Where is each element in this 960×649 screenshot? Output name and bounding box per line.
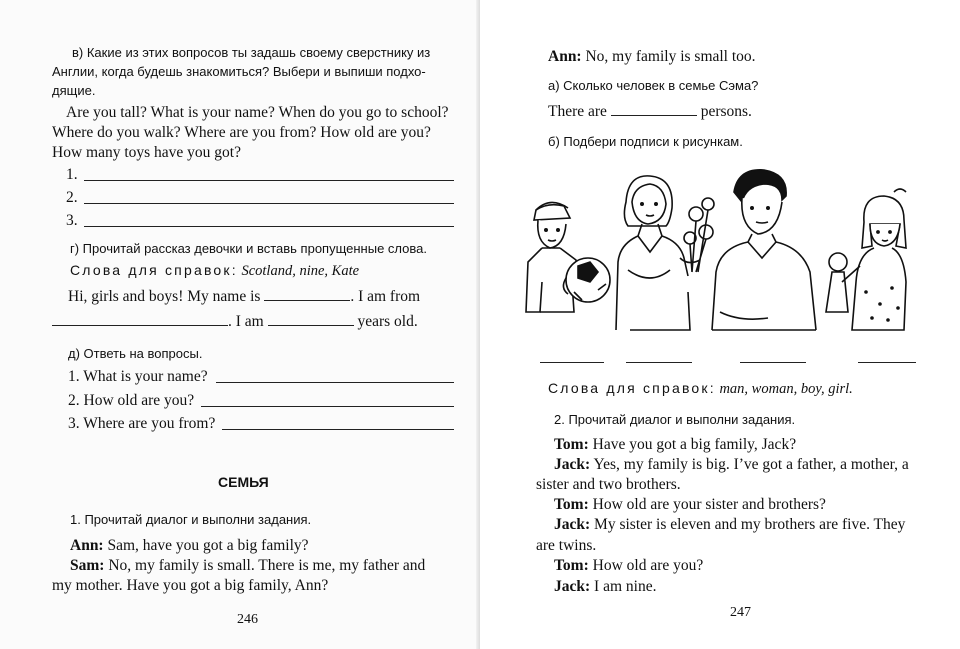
task-a-instruction: а) Сколько человек в семье Сэма? (548, 78, 759, 93)
caption-blank-2[interactable] (626, 362, 692, 363)
tom-text-1: Have you got a big family, Jack? (592, 436, 797, 453)
blank-persons[interactable] (611, 114, 697, 116)
dialog2-line1 (554, 436, 796, 454)
question-2: 2. How old are you? (68, 392, 195, 409)
dialog2-line6 (554, 578, 656, 596)
task-v-line2: Англии, когда будешь знакомиться? Выбери и выпиши подхо- (52, 64, 426, 79)
jack-text-1: Yes, my family is big. I’ve got a father, a mother, a (593, 456, 909, 473)
reference-label: Слова для справок: (70, 262, 238, 278)
task-v-line3: дящие. (52, 83, 96, 98)
task-a-answer (548, 103, 752, 121)
exercise2-instruction: 2. Прочитай диалог и выполни задания. (554, 412, 796, 427)
story-line2 (52, 313, 418, 331)
questions-line1: Are you tall? What is your name? When do you go to school? (66, 104, 449, 121)
story-part1: Hi, girls and boys! My name is (68, 288, 261, 305)
question-1: 1. What is your name? (68, 368, 208, 385)
caption-blank-1[interactable] (540, 362, 604, 363)
answer-q3-line[interactable] (222, 429, 454, 430)
speaker-ann: Ann: (70, 537, 104, 554)
speaker-tom-2: Tom: (554, 496, 589, 513)
blank-age[interactable] (268, 324, 354, 326)
jack-text-2: My sister is eleven and my brothers are five. They (594, 516, 906, 533)
answer-q2-line[interactable] (201, 406, 454, 407)
tom-text-2: How old are your sister and brothers? (592, 496, 826, 513)
dialog-line-ann (70, 537, 309, 555)
answer-q1-line[interactable] (216, 382, 454, 383)
boy-figure (526, 202, 610, 312)
task-g-instruction: г) Прочитай рассказ девочки и вставь пропущенные слова. (70, 241, 427, 256)
sam-text: No, my family is small. There is me, my father and (108, 557, 426, 574)
jack-text-3: I am nine. (594, 578, 657, 595)
question-3: 3. Where are you from? (68, 415, 216, 432)
questions-line2: Where do you walk? Where are you from? How old are you? (52, 124, 431, 141)
reference-label-right: Слова для справок: (548, 380, 716, 396)
story-line1 (68, 288, 420, 306)
reference-words: Scotland, nine, Kate (241, 263, 360, 279)
answer-line-1[interactable] (84, 180, 454, 181)
exercise1-instruction: 1. Прочитай диалог и выполни задания. (70, 512, 312, 527)
ann-text: Sam, have you got a big family? (107, 537, 309, 554)
speaker-ann-reply: Ann: (548, 48, 582, 65)
section-title: СЕМЬЯ (218, 474, 269, 490)
dialog-line-sam (70, 557, 425, 575)
blank-name[interactable] (264, 299, 350, 301)
girl-figure (826, 189, 906, 330)
task-b-instruction: б) Подбери подписи к рисункам. (548, 134, 743, 149)
speaker-jack-1: Jack: (554, 456, 591, 473)
answer-line-3-label: 3. (66, 212, 78, 229)
ann-reply (548, 48, 756, 66)
task-a-before: There are (548, 103, 607, 120)
dialog2-line2b: sister and two brothers. (536, 476, 681, 493)
page-247 (480, 0, 960, 649)
dialog2-line3 (554, 496, 826, 514)
questions-line3: How many toys have you got? (52, 144, 241, 161)
page-number-right: 247 (730, 605, 751, 620)
dialog-line-sam-cont: my mother. Have you got a big family, Ann? (52, 577, 329, 594)
dialog2-line2 (554, 456, 909, 474)
story-part4: years old. (357, 313, 418, 330)
answer-line-1-label: 1. (66, 166, 78, 183)
man-figure (712, 170, 816, 330)
caption-blank-4[interactable] (858, 362, 916, 363)
speaker-sam: Sam: (70, 557, 105, 574)
speaker-jack-2: Jack: (554, 516, 591, 533)
dialog2-line4 (554, 516, 905, 534)
flowers (680, 198, 714, 272)
caption-blank-3[interactable] (740, 362, 806, 363)
speaker-tom-3: Tom: (554, 557, 589, 574)
answer-line-2-label: 2. (66, 189, 78, 206)
blank-country[interactable] (52, 324, 228, 326)
reference-words-right: man, woman, boy, girl. (719, 381, 853, 397)
task-g-reference (70, 262, 359, 280)
woman-figure (616, 176, 690, 330)
tom-text-3: How old are you? (592, 557, 704, 574)
answer-line-3[interactable] (84, 226, 454, 227)
page-number-left: 246 (237, 612, 258, 627)
task-v-line1: в) Какие из этих вопросов ты задашь своему сверстнику из (72, 45, 431, 60)
answer-line-2[interactable] (84, 203, 454, 204)
ann-reply-text: No, my family is small too. (585, 48, 756, 65)
speaker-tom-1: Tom: (554, 436, 589, 453)
family-illustration (520, 162, 925, 342)
task-b-reference (548, 380, 853, 398)
task-d-instruction: д) Ответь на вопросы. (68, 346, 203, 361)
speaker-jack-3: Jack: (554, 578, 591, 595)
dialog2-line4b: are twins. (536, 537, 597, 554)
story-part2: . I am from (350, 288, 421, 305)
task-a-after: persons. (700, 103, 752, 120)
story-part3: . I am (228, 313, 264, 330)
dialog2-line5 (554, 557, 703, 575)
